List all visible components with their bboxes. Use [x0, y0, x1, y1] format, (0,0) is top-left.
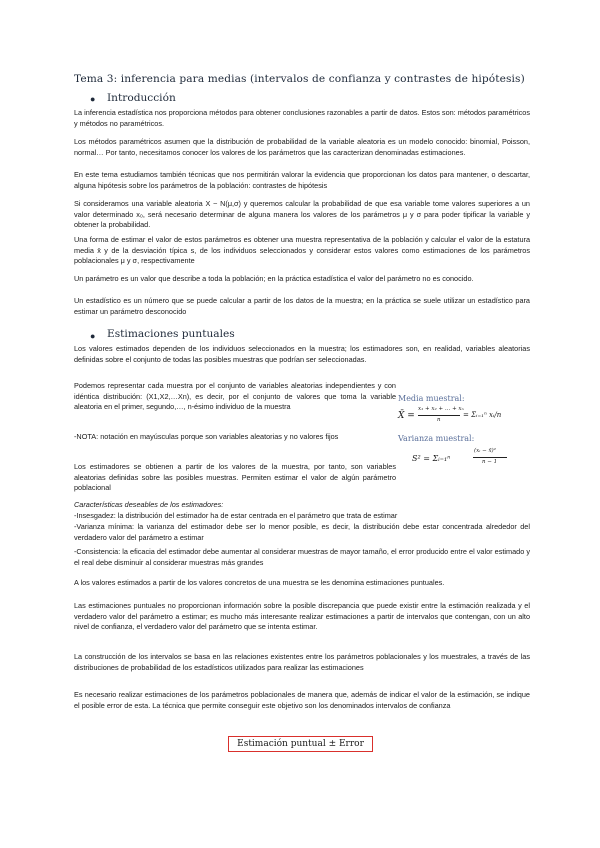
characteristics-heading: Características deseables de los estimadores:: [74, 500, 224, 509]
characteristic-varianza-minima: -Varianza mínima: la varianza del estimador debe ser lo menor posible, es decir, la distribución debe estar concentrada alrededor del verdadero valor del parámetro a estimar: [74, 522, 530, 542]
paragraph: Es necesario realizar estimaciones de los parámetros poblacionales de manera que, además de indicar el valor de la estimación, se indique el posible error de esta. La técnica que permite conseguir este objetivo son los denominados intervalos de confianza: [74, 690, 530, 710]
paragraph: En este tema estudiamos también técnicas que nos permitirán valorar la evidencia que proporcionan los datos para mantener, o descartar, alguna hipótesis sobre los parámetros de la población: contrastes de hipótesis: [74, 170, 530, 190]
section-heading-intro: Introducción: [107, 92, 176, 104]
paragraph: A los valores estimados a partir de los valores concretos de una muestra se les denomina estimaciones puntuales.: [74, 578, 445, 587]
media-denominator: n: [437, 417, 441, 423]
paragraph: La inferencia estadística nos proporciona métodos para obtener conclusiones razonables a partir de datos. Estos son: métodos paramétricos y métodos no paramétricos.: [74, 108, 530, 128]
paragraph: Un parámetro es un valor que describe a toda la población; en la práctica estadística el valor del parámetro no es conocido.: [74, 274, 474, 283]
note-paragraph: -NOTA: notación en mayúsculas porque son variables aleatorias y no valores fijos: [74, 432, 339, 441]
paragraph: La construcción de los intervalos se basa en las relaciones existentes entre los parámetros poblacionales y los muestrales, a través de las distribuciones de probabilidad de los estadísticos utilizados para realizar las estimaciones: [74, 652, 530, 672]
bullet-icon: ●: [90, 331, 96, 341]
paragraph: Un estadístico es un número que se puede calcular a partir de los datos de la muestra; en la práctica se suele utilizar un estadístico para estimar un parámetro desconocido: [74, 296, 530, 316]
media-rhs: = Σᵢ₌₁ⁿ xᵢ/n: [463, 411, 502, 419]
characteristic-consistencia: -Consistencia: la eficacia del estimador debe aumentar al considerar muestras de mayor tamaño, el error producido entre el valor estimado y el real debe disminuir al considerar muestras más grandes: [74, 547, 530, 567]
var-denominator: n − 1: [482, 459, 498, 465]
media-numerator: x₁ + x₂ + … + xₙ: [418, 406, 464, 412]
estimacion-formula-box: Estimación puntual ± Error: [228, 736, 373, 752]
paragraph: Las estimaciones puntuales no proporcionan información sobre la posible discrepancia que puede existir entre la estimación realizada y el verdadero valor del parámetro a estimar; es mucho más interesante realizar estimaciones a partir de intervalos que contengan, con un alto nivel de confianza, el verdadero valor del parámetro que se intenta estimar.: [74, 601, 530, 632]
paragraph: Los estimadores se obtienen a partir de los valores de la muestra, por tanto, son variables aleatorias definidas sobre las posibles muestras. Permiten estimar el valor de algún parámetro poblacional: [74, 462, 396, 493]
var-lhs: S² = Σᵢ₌₁ⁿ: [412, 454, 451, 463]
paragraph: Los valores estimados dependen de los individuos seleccionados en la muestra; los estimadores son, en realidad, variables aleatorias definidas sobre el conjunto de todas las posibles muestras que podrían ser seleccionadas.: [74, 344, 530, 364]
section-heading-estimaciones: Estimaciones puntuales: [107, 328, 235, 340]
bullet-icon: ●: [90, 94, 96, 104]
document-title: Tema 3: inferencia para medias (intervalos de confianza y contrastes de hipótesis): [74, 73, 525, 85]
paragraph: Si consideramos una variable aleatoria X ~ N(μ,σ) y queremos calcular la probabilidad de que esa variable tome valores superiores a un valor determinado x₀, será necesario determinar de alguna manera los valores de los parámetros μ y σ para poder tipificar la variable y obtener la probabilidad.: [74, 199, 530, 230]
media-lhs: X̄ =: [398, 411, 415, 421]
media-muestral-label: Media muestral:: [398, 394, 465, 403]
characteristic-insesgadez: -Insesgadez: la distribución del estimador ha de estar centrada en el parámetro que trata de estimar: [74, 511, 398, 520]
paragraph: Una forma de estimar el valor de estos parámetros es obtener una muestra representativa de la población y calcular el valor de la estatura media x̄ y de la desviación típica s, de los individuos seleccionados y considerar estos valores como estimaciones de los parámetros poblacionales μ y σ, respectivamente: [74, 235, 530, 266]
var-numerator: (xᵢ − x̄)²: [474, 448, 496, 454]
varianza-muestral-label: Varianza muestral:: [398, 434, 475, 443]
paragraph: Los métodos paramétricos asumen que la distribución de probabilidad de la variable aleatoria es un modelo conocido: binomial, Poisson, normal… Por tanto, necesitamos conocer los valores de los parámetros que las caracterizan denominadas estimaciones.: [74, 137, 530, 157]
paragraph: Podemos representar cada muestra por el conjunto de variables aleatorias independientes y con idéntica distribución: (X1,X2,…Xn), es decir, por el conjunto de valores que toma la variable aleatoria en el primer, segundo,…, n-ésimo individuo de la muestra: [74, 381, 396, 412]
